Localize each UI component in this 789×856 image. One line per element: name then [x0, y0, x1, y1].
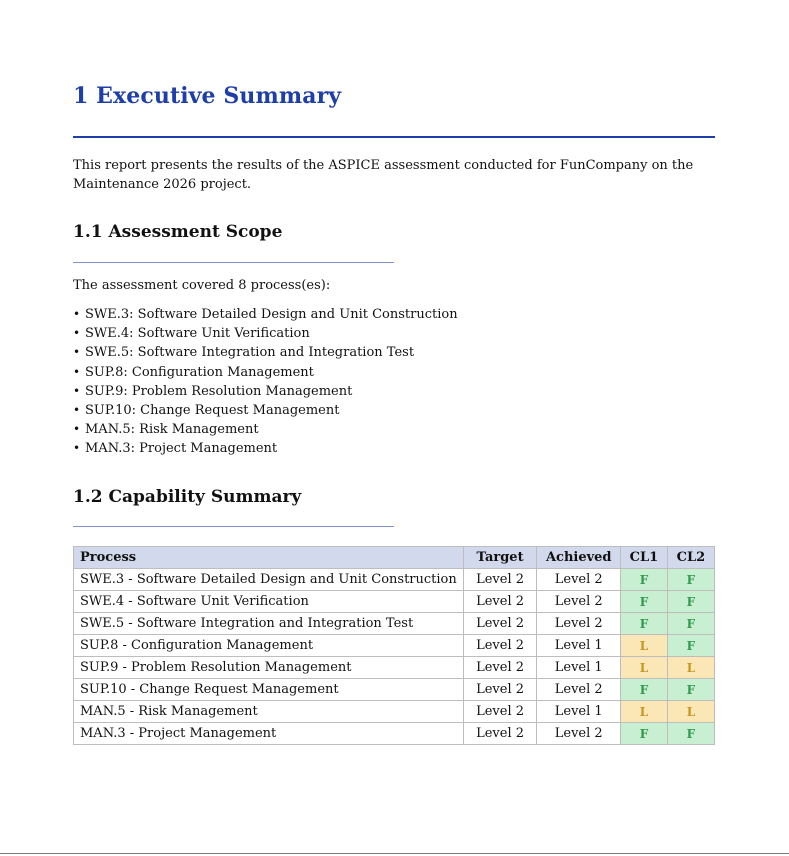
bullet-icon: • [73, 441, 81, 456]
cell-process: SWE.3 - Software Detailed Design and Unit Construction [74, 569, 464, 591]
bullet-icon: • [73, 402, 81, 417]
column-header-target: Target [463, 547, 537, 569]
column-header-cl1: CL1 [621, 547, 668, 569]
table-row [74, 569, 715, 591]
list-item-label: MAN.5: Risk Management [85, 422, 259, 438]
column-header-process: Process [74, 547, 464, 569]
table-row [74, 613, 715, 635]
cell-cl1-rating: L [621, 635, 668, 657]
list-item-label: SUP.10: Change Request Management [85, 402, 340, 418]
cell-cl2-rating: F [667, 679, 714, 701]
process-list [73, 305, 458, 459]
cell-achieved: Level 2 [537, 591, 621, 613]
cell-cl1-rating: F [621, 591, 668, 613]
list-item [73, 305, 458, 324]
list-item [73, 343, 458, 362]
bullet-icon: • [73, 364, 81, 379]
cell-target: Level 2 [463, 723, 537, 745]
cell-cl2-rating: F [667, 635, 714, 657]
list-item-label: MAN.3: Project Management [85, 441, 278, 457]
heading-rule [73, 136, 715, 138]
cell-achieved: Level 2 [537, 613, 621, 635]
subheading-rule [73, 526, 394, 527]
cell-cl1-rating: F [621, 613, 668, 635]
table-row [74, 701, 715, 723]
list-item [73, 439, 458, 458]
table-row [74, 591, 715, 613]
cell-process: SWE.4 - Software Unit Verification [74, 591, 464, 613]
cell-target: Level 2 [463, 701, 537, 723]
cell-target: Level 2 [463, 613, 537, 635]
list-item-label: SUP.9: Problem Resolution Management [85, 383, 353, 399]
list-item-label: SUP.8: Configuration Management [85, 364, 314, 380]
bullet-icon: • [73, 345, 81, 360]
cell-target: Level 2 [463, 635, 537, 657]
cell-cl1-rating: F [621, 723, 668, 745]
table-header-row [74, 547, 715, 569]
cell-cl2-rating: F [667, 569, 714, 591]
cell-cl2-rating: L [667, 701, 714, 723]
cell-process: SUP.8 - Configuration Management [74, 635, 464, 657]
cell-process: MAN.3 - Project Management [74, 723, 464, 745]
cell-achieved: Level 1 [537, 635, 621, 657]
cell-achieved: Level 2 [537, 679, 621, 701]
bullet-icon: • [73, 307, 81, 321]
cell-process: SWE.5 - Software Integration and Integration Test [74, 613, 464, 635]
list-item [73, 401, 458, 420]
table-body [74, 569, 715, 745]
column-header-cl2: CL2 [667, 547, 714, 569]
intro-paragraph: This report presents the results of the ASPICE assessment conducted for FunCompany on the Maintenance 2026 project. [73, 158, 694, 192]
list-item [73, 382, 458, 401]
cell-cl2-rating: F [667, 613, 714, 635]
capability-table [73, 546, 715, 745]
cell-cl1-rating: F [621, 679, 668, 701]
table-row [74, 657, 715, 679]
cell-achieved: Level 1 [537, 701, 621, 723]
cell-target: Level 2 [463, 657, 537, 679]
section-heading-assessment-scope: 1.1 Assessment Scope [73, 222, 283, 242]
cell-process: MAN.5 - Risk Management [74, 701, 464, 723]
cell-process: SUP.10 - Change Request Management [74, 679, 464, 701]
table-row [74, 679, 715, 701]
cell-process: SUP.9 - Problem Resolution Management [74, 657, 464, 679]
list-item [73, 363, 458, 382]
bullet-icon: • [73, 326, 81, 341]
cell-cl1-rating: L [621, 657, 668, 679]
page-bottom-rule [0, 853, 789, 854]
list-item-label: SWE.5: Software Integration and Integration Test [85, 345, 415, 361]
bullet-icon: • [73, 383, 81, 398]
cell-achieved: Level 2 [537, 723, 621, 745]
cell-target: Level 2 [463, 591, 537, 613]
cell-cl1-rating: L [621, 701, 668, 723]
section-heading-executive-summary: 1 Executive Summary [73, 83, 342, 109]
list-item [73, 420, 458, 439]
table-row [74, 635, 715, 657]
cell-achieved: Level 2 [537, 569, 621, 591]
cell-target: Level 2 [463, 679, 537, 701]
cell-cl2-rating: L [667, 657, 714, 679]
table-row [74, 723, 715, 745]
cell-cl2-rating: F [667, 723, 714, 745]
section-heading-capability-summary: 1.2 Capability Summary [73, 487, 302, 507]
list-item [73, 324, 458, 343]
cell-target: Level 2 [463, 569, 537, 591]
cell-cl2-rating: F [667, 591, 714, 613]
list-item-label: SWE.3: Software Detailed Design and Unit Construction [85, 307, 458, 322]
cell-cl1-rating: F [621, 569, 668, 591]
covered-text: The assessment covered 8 process(es): [73, 278, 331, 293]
cell-achieved: Level 1 [537, 657, 621, 679]
bullet-icon: • [73, 422, 81, 437]
list-item-label: SWE.4: Software Unit Verification [85, 326, 310, 342]
column-header-achieved: Achieved [537, 547, 621, 569]
subheading-rule [73, 262, 394, 263]
